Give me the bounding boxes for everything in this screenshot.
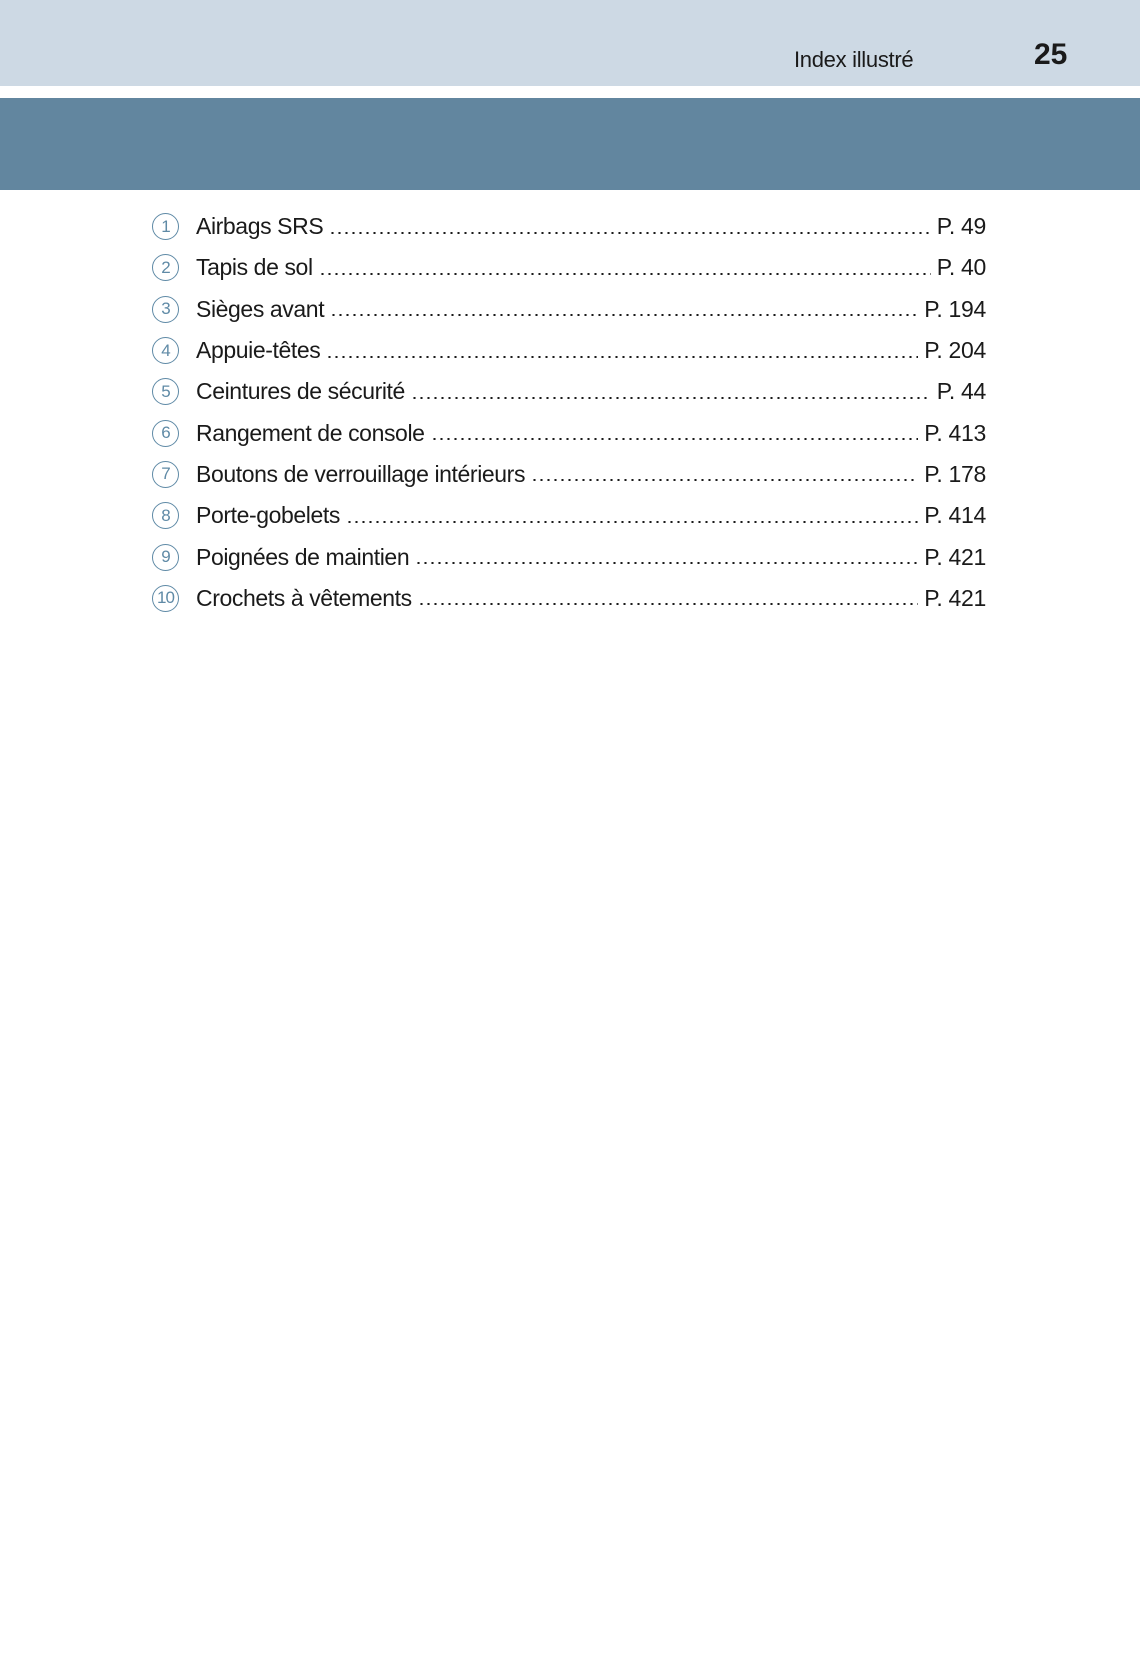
dot-leader	[319, 273, 931, 275]
item-label: Rangement de console	[196, 419, 425, 446]
item-label: Poignées de maintien	[196, 543, 410, 570]
index-item-seat-belts	[152, 371, 986, 412]
dot-leader	[330, 314, 918, 316]
header-band	[0, 0, 1142, 86]
dot-leader	[326, 356, 918, 358]
item-label: Sièges avant	[196, 295, 325, 322]
number-7-icon: 7	[152, 461, 179, 488]
number-3-icon: 3	[152, 296, 179, 323]
dot-leader	[329, 232, 930, 234]
number-10-icon: 10	[152, 585, 179, 612]
item-page-ref: P. 40	[936, 254, 986, 281]
item-page-ref: P. 204	[924, 337, 986, 364]
item-page-ref: P. 194	[924, 295, 986, 322]
index-list	[152, 206, 986, 619]
index-item-assist-grips	[152, 536, 986, 577]
item-label: Airbags SRS	[196, 213, 324, 240]
item-page-ref: P. 414	[924, 502, 986, 529]
item-page-ref: P. 413	[924, 419, 986, 446]
item-label: Tapis de sol	[196, 254, 313, 281]
number-8-icon: 8	[152, 502, 179, 529]
number-9-icon: 9	[152, 544, 179, 571]
number-2-icon: 2	[152, 254, 179, 281]
index-item-cup-holders	[152, 495, 986, 536]
item-label: Crochets à vêtements	[196, 584, 412, 611]
item-page-ref: P. 178	[924, 460, 986, 487]
header-divider	[0, 86, 1142, 98]
item-page-ref: P. 44	[936, 378, 986, 405]
index-item-front-seats	[152, 289, 986, 330]
item-page-ref: P. 421	[924, 584, 986, 611]
number-4-icon: 4	[152, 337, 179, 364]
index-item-console-box	[152, 412, 986, 453]
number-6-icon: 6	[152, 420, 179, 447]
dot-leader	[415, 562, 918, 564]
dot-leader	[431, 438, 919, 440]
index-item-lock-buttons	[152, 454, 986, 495]
number-1-icon: 1	[152, 213, 179, 240]
item-label: Porte-gobelets	[196, 502, 340, 529]
item-page-ref: P. 49	[936, 213, 986, 240]
item-label: Ceintures de sécurité	[196, 378, 405, 405]
dot-leader	[346, 521, 918, 523]
dot-leader	[411, 397, 931, 399]
index-item-headrests	[152, 330, 986, 371]
item-label: Appuie-têtes	[196, 337, 321, 364]
section-title: Index illustré	[794, 47, 914, 72]
dot-leader	[531, 479, 918, 481]
item-page-ref: P. 421	[924, 543, 986, 570]
index-item-airbags	[152, 206, 986, 247]
index-item-coat-hooks	[152, 578, 986, 619]
item-label: Boutons de verrouillage intérieurs	[196, 460, 526, 487]
page-number: 25	[1034, 38, 1068, 71]
index-item-floor-mats	[152, 247, 986, 288]
dot-leader	[418, 603, 919, 605]
number-5-icon: 5	[152, 378, 179, 405]
title-bar	[0, 98, 1142, 190]
